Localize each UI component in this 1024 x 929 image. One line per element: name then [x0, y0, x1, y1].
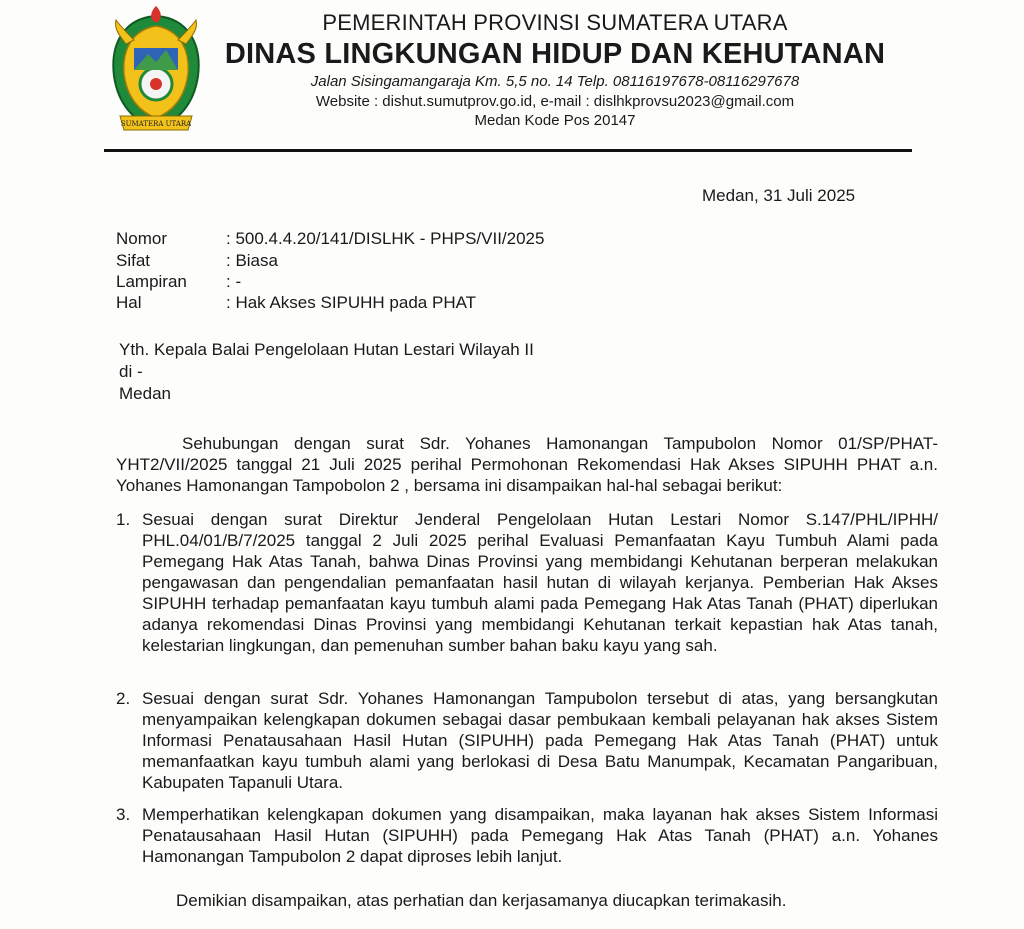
intro-paragraph: Sehubungan dengan surat Sdr. Yohanes Hamonangan Tampubolon Nomor 01/SP/PHAT-YHT2/VII/2025 tanggal 21 Juli 2025 perihal Permohonan Rekomendasi Hak Akses SIPUHH PHAT a.n. Yohanes Hamonangan Tampobolon 2 , bersama ini disampaikan hal-hal sebagai berikut:	[116, 434, 938, 495]
recipient-line: Yth. Kepala Balai Pengelolaan Hutan Lestari Wilayah II	[119, 340, 534, 359]
list-item-text: Sesuai dengan surat Direktur Jenderal Pengelolaan Hutan Lestari Nomor S.147/PHL/IPHH/ PHL.04/01/B/7/2025 tanggal 2 Juli 2025 perihal Evaluasi Pemanfaatan Kayu Tumbuh Alami pada Pemegang Hak Atas Tanah, bahwa Dinas Provinsi yang membidangi Kehutanan berperan melakukan pengawasan dan pengendalian pemanfaatan hasil hutan di wilayah kerjanya. Pemberian Hak Akses SIPUHH terhadap pemanfaatan kayu tumbuh alami pada Pemegang Hak Atas Tanah (PHAT) diperlukan adanya rekomendasi Dinas Provinsi yang membidangi Kehutanan terkait kepastian hak Atas tanah, kelestarian lingkungan, dan pemenuhan sumber bahan baku kayu yang sah.	[142, 510, 938, 655]
meta-value: : Hak Akses SIPUHH pada PHAT	[226, 293, 477, 312]
agency-postal-code: Medan Kode Pos 20147	[474, 112, 636, 129]
meta-value: : -	[226, 272, 242, 291]
list-item-number: 1.	[116, 510, 131, 529]
closing-sentence: Demikian disampaikan, atas perhatian dan kerjasamanya diucapkan terimakasih.	[176, 891, 787, 910]
letterhead-divider	[104, 149, 912, 152]
meta-label: Lampiran	[116, 272, 187, 291]
meta-value: : 500.4.4.20/141/DISLHK - PHPS/VII/2025	[226, 229, 545, 248]
letter-place-date: Medan, 31 Juli 2025	[702, 186, 856, 205]
recipient-line: di -	[119, 362, 143, 381]
meta-label: Nomor	[116, 229, 168, 248]
list-item-text: Sesuai dengan surat Sdr. Yohanes Hamonangan Tampubolon tersebut di atas, yang bersangkutan menyampaikan kelengkapan dokumen sebagai dasar pembukaan kembali pelayanan hak akses Sistem Informasi Penatausahaan Hasil Hutan (SIPUHH) pada Pemegang Hak Atas Tanah (PHAT) untuk memanfaatkan kayu tumbuh alami yang berlokasi di Desa Batu Manumpak, Kecamatan Pangaribuan, Kabupaten Tapanuli Utara.	[142, 689, 938, 792]
list-item-text: Memperhatikan kelengkapan dokumen yang disampaikan, maka layanan hak akses Sistem Informasi Penatausahaan Hasil Hutan (SIPUHH) pada Pemegang Hak Atas Tanah (PHAT) a.n. Yohanes Hamonangan Tampubolon 2 dapat diproses lebih lanjut.	[142, 805, 938, 866]
list-item-number: 3.	[116, 805, 131, 824]
recipient-line: Medan	[119, 384, 171, 403]
agency-name: DINAS LINGKUNGAN HIDUP DAN KEHUTANAN	[224, 38, 886, 70]
meta-value: : Biasa	[226, 251, 278, 270]
government-name: PEMERINTAH PROVINSI SUMATERA UTARA	[322, 10, 788, 35]
meta-label: Sifat	[116, 251, 151, 270]
agency-website-email: Website : dishut.sumutprov.go.id, e-mail : dislhkprovsu2023@gmail.com	[315, 93, 795, 110]
svg-text:SUMATERA UTARA: SUMATERA UTARA	[120, 120, 192, 128]
provincial-emblem-logo	[104, 4, 208, 136]
meta-label: Hal	[116, 293, 142, 312]
agency-address: Jalan Sisingamangaraja Km. 5,5 no. 14 Telp. 08116197678-08116297678	[310, 73, 800, 90]
list-item-number: 2.	[116, 689, 131, 708]
